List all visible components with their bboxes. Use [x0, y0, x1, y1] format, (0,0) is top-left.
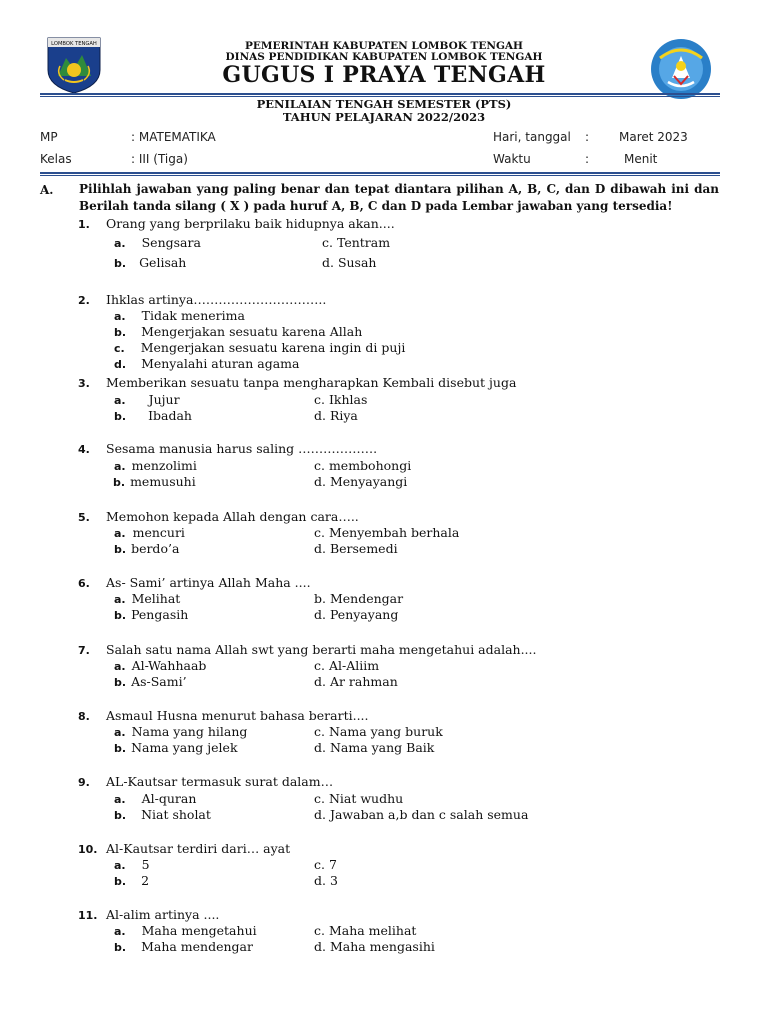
option-text: Tidak menerima	[141, 308, 245, 323]
option-label: b.	[114, 326, 127, 339]
option-c: c. Maha melihat	[314, 923, 417, 938]
question-text: Al-alim artinya ....	[106, 907, 220, 922]
option-text: 2	[141, 873, 150, 888]
question-text: Asmaul Husna menurut bahasa berarti....	[106, 708, 369, 723]
option-d: d. Penyayang	[314, 607, 399, 622]
hari-label: Hari, tanggal	[493, 130, 571, 144]
exam-year: TAHUN PELAJARAN 2022/2023	[282, 110, 486, 124]
option-label: a.	[114, 460, 126, 473]
option-d: d. Menyayangi	[314, 474, 408, 489]
option-text: berdo’a	[131, 541, 180, 556]
waktu-label: Waktu	[493, 152, 531, 166]
option-d: d. Susah	[322, 255, 377, 270]
option-c: c. Nama yang buruk	[314, 724, 443, 739]
hari-value: Maret 2023	[619, 130, 688, 144]
option-text: Nama yang hilang	[131, 724, 248, 739]
option-label: b.	[114, 543, 127, 556]
waktu-value: Menit	[624, 152, 658, 166]
option-text: Maha mengetahui	[141, 923, 257, 938]
exam-title: PENILAIAN TENGAH SEMESTER (PTS)	[256, 97, 512, 111]
option-label: b.	[114, 410, 127, 423]
option-label: a.	[114, 925, 126, 938]
section-letter: A.	[40, 183, 54, 197]
option-a	[114, 658, 206, 673]
option-d: d. Ar rahman	[314, 674, 398, 689]
option-text: 5	[141, 857, 150, 872]
option-a	[114, 791, 196, 806]
header-title: GUGUS I PRAYA TENGAH	[222, 62, 546, 88]
option-label: a.	[114, 237, 126, 250]
option-c: c. membohongi	[314, 458, 412, 473]
question-number: 2.	[78, 294, 90, 307]
option-label: b.	[114, 941, 127, 954]
kelas-label: Kelas	[40, 152, 72, 166]
option-label: b.	[114, 875, 127, 888]
question-number: 5.	[78, 511, 90, 524]
option-text: Sengsara	[141, 235, 201, 250]
option-b	[114, 607, 188, 622]
option-label: b.	[114, 809, 127, 822]
question-text: Al-Kautsar terdiri dari… ayat	[106, 841, 291, 856]
option-label: a.	[114, 726, 126, 739]
option-a	[114, 525, 185, 540]
option-d: d. Bersemedi	[314, 541, 398, 556]
question-text: AL-Kautsar termasuk surat dalam…	[106, 774, 334, 789]
option-label: b.	[114, 742, 127, 755]
option-b	[114, 255, 186, 270]
option-label: a.	[114, 660, 126, 673]
question-text: As- Sami’ artinya Allah Maha ....	[106, 575, 311, 590]
option-b	[114, 939, 253, 954]
option-text: Maha mendengar	[141, 939, 253, 954]
option-d: d. Nama yang Baik	[314, 740, 435, 755]
option-c: b. Mendengar	[314, 591, 404, 606]
question-number: 1.	[78, 218, 90, 231]
option-text: Melihat	[131, 591, 181, 606]
option-text: Menyalahi aturan agama	[141, 356, 300, 371]
option-d: d. Maha mengasihi	[314, 939, 435, 954]
question-text: Memohon kepada Allah dengan cara…..	[106, 509, 359, 524]
option-label: a.	[114, 793, 126, 806]
option-a	[114, 724, 247, 739]
option-text: Pengasih	[131, 607, 189, 622]
option-d: d. Riya	[314, 408, 358, 423]
option-b	[114, 873, 149, 888]
option-text: As-Sami’	[131, 674, 187, 689]
waktu-separator: :	[585, 152, 590, 166]
option-text: Ibadah	[148, 408, 192, 423]
option-a	[114, 591, 180, 606]
svg-text:LOMBOK TENGAH: LOMBOK TENGAH	[51, 41, 97, 47]
option-text: mencuri	[132, 525, 185, 540]
option-text: Nama yang jelek	[131, 740, 238, 755]
option-label: a.	[114, 394, 126, 407]
mp-value: : MATEMATIKA	[131, 130, 216, 144]
option-b	[114, 541, 179, 556]
option-text: Al-quran	[141, 791, 197, 806]
section-instruction: Pilihlah jawaban yang paling benar dan tepat diantara pilihan A, B, C, dan D dibawah ini dan Berilah tanda silang ( X ) pada huruf A, B, C dan D pada Lembar jawaban yang tersedia!	[79, 182, 719, 213]
question-text: Salah satu nama Allah swt yang berarti maha mengetahui adalah....	[106, 642, 537, 657]
option-label: b.	[114, 257, 127, 270]
option-label: c.	[114, 342, 125, 355]
option-text: Niat sholat	[141, 807, 211, 822]
header-government-line: PEMERINTAH KABUPATEN LOMBOK TENGAH	[245, 40, 523, 52]
option-c: c. Al-Aliim	[314, 658, 380, 673]
option-label: d.	[114, 358, 127, 371]
option-text: menzolimi	[131, 458, 197, 473]
info-divider-thin	[40, 175, 720, 176]
option-b	[114, 740, 238, 755]
question-number: 11.	[78, 909, 98, 922]
option-a	[114, 392, 180, 407]
option-d	[114, 356, 300, 371]
option-b	[114, 324, 362, 339]
header-department-line: DINAS PENDIDIKAN KABUPATEN LOMBOK TENGAH	[225, 51, 543, 63]
question-text: Ihklas artinya…………………………..	[106, 292, 327, 307]
hari-separator: :	[585, 130, 590, 144]
option-c: c. Ikhlas	[314, 392, 368, 407]
option-c: c. Niat wudhu	[314, 791, 404, 806]
option-a	[114, 857, 150, 872]
option-label: a.	[114, 859, 126, 872]
option-a	[114, 458, 197, 473]
option-text: memusuhi	[130, 474, 196, 489]
option-label: b.	[113, 476, 126, 489]
header-divider	[40, 93, 720, 95]
option-label: b.	[114, 676, 127, 689]
option-d: d. 3	[314, 873, 338, 888]
question-number: 4.	[78, 443, 90, 456]
option-a	[114, 235, 201, 250]
info-divider	[40, 172, 720, 174]
option-label: b.	[114, 609, 127, 622]
option-c	[114, 340, 405, 355]
option-b	[114, 807, 211, 822]
option-c: c. Menyembah berhala	[314, 525, 460, 540]
option-label: a.	[114, 310, 126, 323]
kelas-value: : III (Tiga)	[131, 152, 188, 166]
option-c: c. 7	[314, 857, 337, 872]
option-text: Al-Wahhaab	[131, 658, 207, 673]
option-b	[114, 674, 187, 689]
question-text: Memberikan sesuatu tanpa mengharapkan Kembali disebut juga	[106, 375, 517, 390]
option-a	[114, 923, 257, 938]
option-text: Mengerjakan sesuatu karena Allah	[141, 324, 363, 339]
question-number: 8.	[78, 710, 90, 723]
question-number: 6.	[78, 577, 90, 590]
question-text: Orang yang berprilaku baik hidupnya akan....	[106, 216, 395, 231]
mp-label: MP	[40, 130, 58, 144]
question-text: Sesama manusia harus saling ……………….	[106, 441, 378, 456]
option-b	[114, 408, 192, 423]
option-b	[113, 474, 196, 489]
option-d: d. Jawaban a,b dan c salah semua	[314, 807, 529, 822]
question-number: 3.	[78, 377, 90, 390]
question-number: 7.	[78, 644, 90, 657]
option-a	[114, 308, 245, 323]
option-text: Gelisah	[139, 255, 187, 270]
option-text: Mengerjakan sesuatu karena ingin di puji	[140, 340, 406, 355]
option-label: a.	[114, 593, 126, 606]
option-c: c. Tentram	[322, 235, 391, 250]
option-text: Jujur	[148, 392, 180, 407]
question-number: 9.	[78, 776, 90, 789]
option-label: a.	[114, 527, 126, 540]
question-number: 10.	[78, 843, 98, 856]
